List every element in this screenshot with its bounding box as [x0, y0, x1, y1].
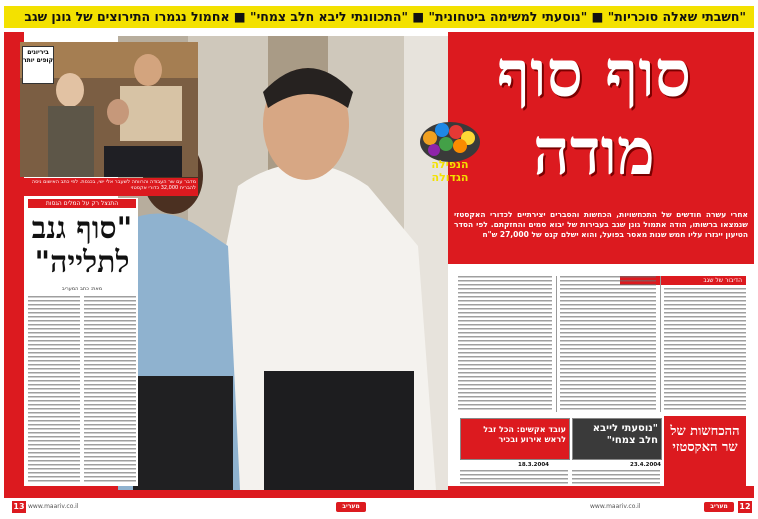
- left-story-kicker: התנצל רק על המלים הגסות: [28, 199, 136, 208]
- column-rule: [556, 276, 557, 412]
- footer-url-right: www.maariv.co.il: [590, 503, 641, 510]
- candy-badge: [416, 116, 486, 186]
- inset-caption: מדבר עם שר העבודה והרווחה לשעבר אלי ישי, בכנסת. לפי כתב האישום ניסה להבריח 32,000 כדורי אקסטזי: [20, 178, 198, 196]
- left-story-headline: "סוף גנב לתלייה": [31, 211, 133, 280]
- footer-url-left: www.maariv.co.il: [28, 503, 79, 510]
- promo-box: ההכחשות של שר האקסטזי: [664, 416, 746, 488]
- main-headline-line1: סוף סוף: [496, 37, 692, 112]
- left-story-body-col1: [84, 296, 136, 484]
- deck-paragraph: אחרי עשרה חודשים של התכחשויות, הכחשות והסברים יצירתיים לכדורי האקסטזי שנמצאו ברשותו, הודה אתמול גונן שגב בעבירות של יבוא סמים והחזקתם. לפי הסדר הטיעון ייגזרו עליו חמש שנות מאסר בפועל, והוא ישלם קנס של 27,000 ש"ח: [454, 210, 748, 239]
- page-number-right: 12: [739, 502, 751, 511]
- right-body-col1: [664, 288, 746, 412]
- right-section-label: הדיבור של שגב: [620, 276, 746, 285]
- candy-badge-line2: הגדולה: [431, 171, 469, 184]
- right-body-col3: [458, 276, 552, 412]
- promo-thumb-2-text: [460, 470, 568, 486]
- promo-thumb-2-date: 18.3.2004: [518, 462, 549, 468]
- promo-thumb-1-text: [572, 470, 660, 486]
- ticker-bar: [4, 6, 754, 28]
- right-body-col2: [560, 276, 656, 412]
- page-number-left: 13: [13, 502, 25, 511]
- left-story-byline: מאת: כתב המעריב: [61, 286, 103, 292]
- promo-thumb-2-caption: עובד אקשים: הכל זבל לראש אירוע ובכיר: [483, 425, 566, 444]
- main-headline: [444, 36, 744, 192]
- main-headline-line2: מודה: [533, 115, 655, 190]
- inset-tag: ביריונים קופים יותר: [22, 46, 54, 84]
- footer-logo-left: מעריב: [336, 502, 366, 512]
- promo-thumb-1-caption: "נוסעתי לייבא חלב צמחי": [592, 423, 658, 446]
- promo-thumb-1: [572, 418, 662, 460]
- footer-logo-right: מעריב: [704, 502, 734, 512]
- column-rule: [660, 276, 661, 412]
- promo-thumb-2: [460, 418, 570, 460]
- candy-badge-line1: הנפילה: [431, 158, 469, 171]
- left-story-body-col2: [28, 296, 80, 484]
- candy-icon: [416, 116, 486, 186]
- ticker-text: "חשבתי שאלה סוכריות" ■ "נוסעתי למשימה ביטחונית" ■ "התכוונתי ליבא חלב צמחי" ■ אחמול נגמרו התירוצים של גונן שגב: [24, 9, 746, 24]
- promo-thumb-1-date: 23.4.2004: [630, 462, 661, 468]
